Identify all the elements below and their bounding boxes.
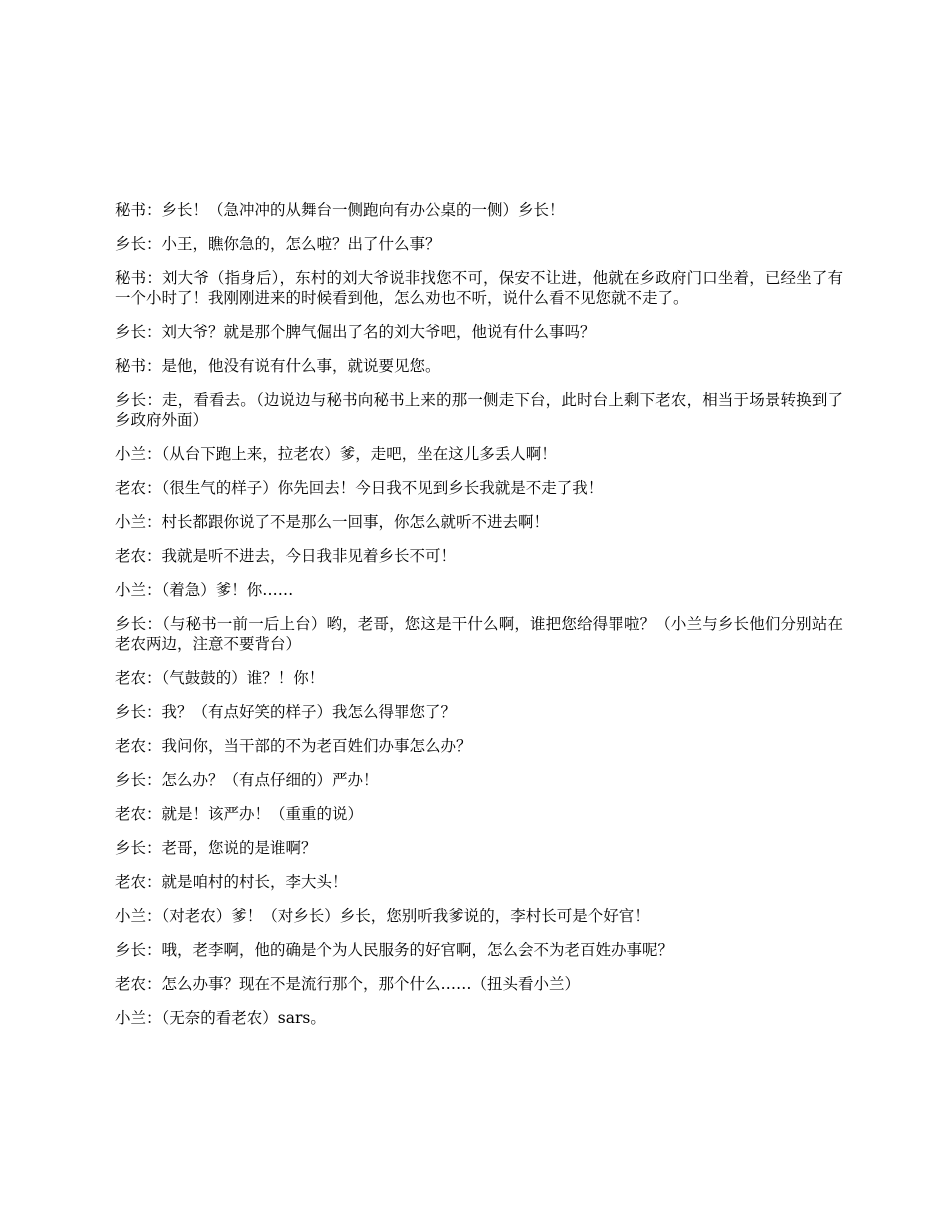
- speaker-separator: ：: [146, 445, 162, 463]
- dialogue-text: 小王，瞧你急的，怎么啦？出了什么事？: [161, 235, 441, 253]
- speaker-name: 小兰: [115, 445, 147, 463]
- dialogue-text: 就是咱村的村长，李大头！: [161, 873, 348, 891]
- speaker-name: 老农: [115, 873, 147, 891]
- dialogue-text: 就是！该严办！（重重的说）: [161, 805, 364, 823]
- speaker-separator: ：: [146, 975, 162, 993]
- dialogue-text: 刘大爷？就是那个脾气倔出了名的刘大爷吧，他说有什么事吗？: [161, 323, 596, 341]
- speaker-name: 小兰: [115, 581, 147, 599]
- speaker-name: 乡长: [115, 703, 147, 721]
- speaker-separator: ：: [146, 873, 162, 891]
- speaker-name: 小兰: [115, 513, 147, 531]
- speaker-separator: ：: [146, 669, 162, 687]
- dialogue-line: [115, 974, 843, 994]
- speaker-name: 老农: [115, 547, 147, 565]
- dialogue-text: （与秘书一前一后上台）哟，老哥，您这是干什么啊，谁把您给得罪啦？（小兰与乡长他们分别站在老农两边，注意不要背台）: [115, 615, 843, 653]
- dialogue-line: [115, 770, 843, 790]
- dialogue-text: （从台下跑上来，拉老农）爹，走吧，坐在这儿多丢人啊！: [161, 445, 557, 463]
- speaker-separator: ：: [146, 357, 162, 375]
- dialogue-text: （无奈的看老农）sars。: [161, 1009, 326, 1027]
- dialogue-text: 怎么办？（有点仔细的）严办！: [161, 771, 379, 789]
- dialogue-text: （很生气的样子）你先回去！今日我不见到乡长我就是不走了我！: [161, 479, 604, 497]
- speaker-name: 老农: [115, 805, 147, 823]
- speaker-separator: ：: [146, 581, 162, 599]
- speaker-name: 老农: [115, 975, 147, 993]
- speaker-separator: ：: [146, 771, 162, 789]
- dialogue-text: （着急）爹！你……: [161, 581, 294, 599]
- dialogue-line: [115, 200, 843, 220]
- speaker-separator: ：: [146, 323, 162, 341]
- speaker-separator: ：: [146, 615, 162, 633]
- speaker-name: 乡长: [115, 323, 147, 341]
- speaker-name: 乡长: [115, 615, 147, 633]
- dialogue-line: [115, 906, 843, 926]
- dialogue-text: 怎么办事？现在不是流行那个，那个什么……（扭头看小兰）: [161, 975, 581, 993]
- dialogue-text: 是他，他没有说有什么事，就说要见您。: [161, 357, 441, 375]
- speaker-name: 小兰: [115, 907, 147, 925]
- dialogue-line: [115, 546, 843, 566]
- dialogue-text: 走，看看去。（边说边与秘书向秘书上来的那一侧走下台，此时台上剩下老农，相当于场景转换到了乡政府外面）: [115, 391, 843, 429]
- dialogue-line: [115, 838, 843, 858]
- speaker-separator: ：: [146, 269, 162, 287]
- speaker-separator: ：: [146, 907, 162, 925]
- speaker-separator: ：: [146, 941, 162, 959]
- speaker-name: 秘书: [115, 201, 147, 219]
- speaker-name: 乡长: [115, 235, 147, 253]
- speaker-name: 老农: [115, 669, 147, 687]
- speaker-separator: ：: [146, 805, 162, 823]
- dialogue-line: [115, 872, 843, 892]
- speaker-name: 乡长: [115, 839, 147, 857]
- speaker-name: 乡长: [115, 771, 147, 789]
- dialogue-line: [115, 234, 843, 254]
- dialogue-text: 刘大爷（指身后），东村的刘大爷说非找您不可，保安不让进，他就在乡政府门口坐着，已经坐了有一个小时了！我刚刚进来的时候看到他，怎么劝也不听，说什么看不见您就不走了。: [115, 269, 843, 307]
- dialogue-line: [115, 356, 843, 376]
- dialogue-line: [115, 940, 843, 960]
- dialogue-text: 哦，老李啊，他的确是个为人民服务的好官啊，怎么会不为老百姓办事呢？: [161, 941, 674, 959]
- dialogue-line: [115, 268, 843, 308]
- dialogue-line: [115, 614, 843, 654]
- dialogue-text: 乡长！（急冲冲的从舞台一侧跑向有办公桌的一侧）乡长！: [161, 201, 565, 219]
- speaker-separator: ：: [146, 1009, 162, 1027]
- script-document: [115, 200, 843, 1042]
- speaker-name: 秘书: [115, 357, 147, 375]
- dialogue-line: [115, 702, 843, 722]
- speaker-name: 老农: [115, 737, 147, 755]
- speaker-name: 乡长: [115, 391, 147, 409]
- dialogue-line: [115, 1008, 843, 1028]
- dialogue-text: 村长都跟你说了不是那么一回事，你怎么就听不进去啊！: [161, 513, 550, 531]
- speaker-separator: ：: [146, 703, 162, 721]
- dialogue-line: [115, 580, 843, 600]
- dialogue-line: [115, 444, 843, 464]
- speaker-separator: ：: [146, 235, 162, 253]
- dialogue-line: [115, 390, 843, 430]
- dialogue-line: [115, 668, 843, 688]
- speaker-separator: ：: [146, 839, 162, 857]
- dialogue-text: 我问你，当干部的不为老百姓们办事怎么办？: [161, 737, 472, 755]
- dialogue-text: 老哥，您说的是谁啊？: [161, 839, 317, 857]
- dialogue-line: [115, 736, 843, 756]
- dialogue-text: 我？（有点好笑的样子）我怎么得罪您了？: [161, 703, 457, 721]
- speaker-separator: ：: [146, 513, 162, 531]
- dialogue-line: [115, 322, 843, 342]
- speaker-separator: ：: [146, 201, 162, 219]
- speaker-separator: ：: [146, 737, 162, 755]
- speaker-separator: ：: [146, 391, 162, 409]
- dialogue-text: （对老农）爹！（对乡长）乡长，您别听我爹说的，李村长可是个好官！: [161, 907, 650, 925]
- speaker-separator: ：: [146, 479, 162, 497]
- dialogue-line: [115, 804, 843, 824]
- dialogue-text: （气鼓鼓的）谁？！你！: [161, 669, 325, 687]
- speaker-separator: ：: [146, 547, 162, 565]
- speaker-name: 乡长: [115, 941, 147, 959]
- dialogue-line: [115, 478, 843, 498]
- speaker-name: 秘书: [115, 269, 147, 287]
- dialogue-line: [115, 512, 843, 532]
- speaker-name: 小兰: [115, 1009, 147, 1027]
- dialogue-text: 我就是听不进去，今日我非见着乡长不可！: [161, 547, 457, 565]
- speaker-name: 老农: [115, 479, 147, 497]
